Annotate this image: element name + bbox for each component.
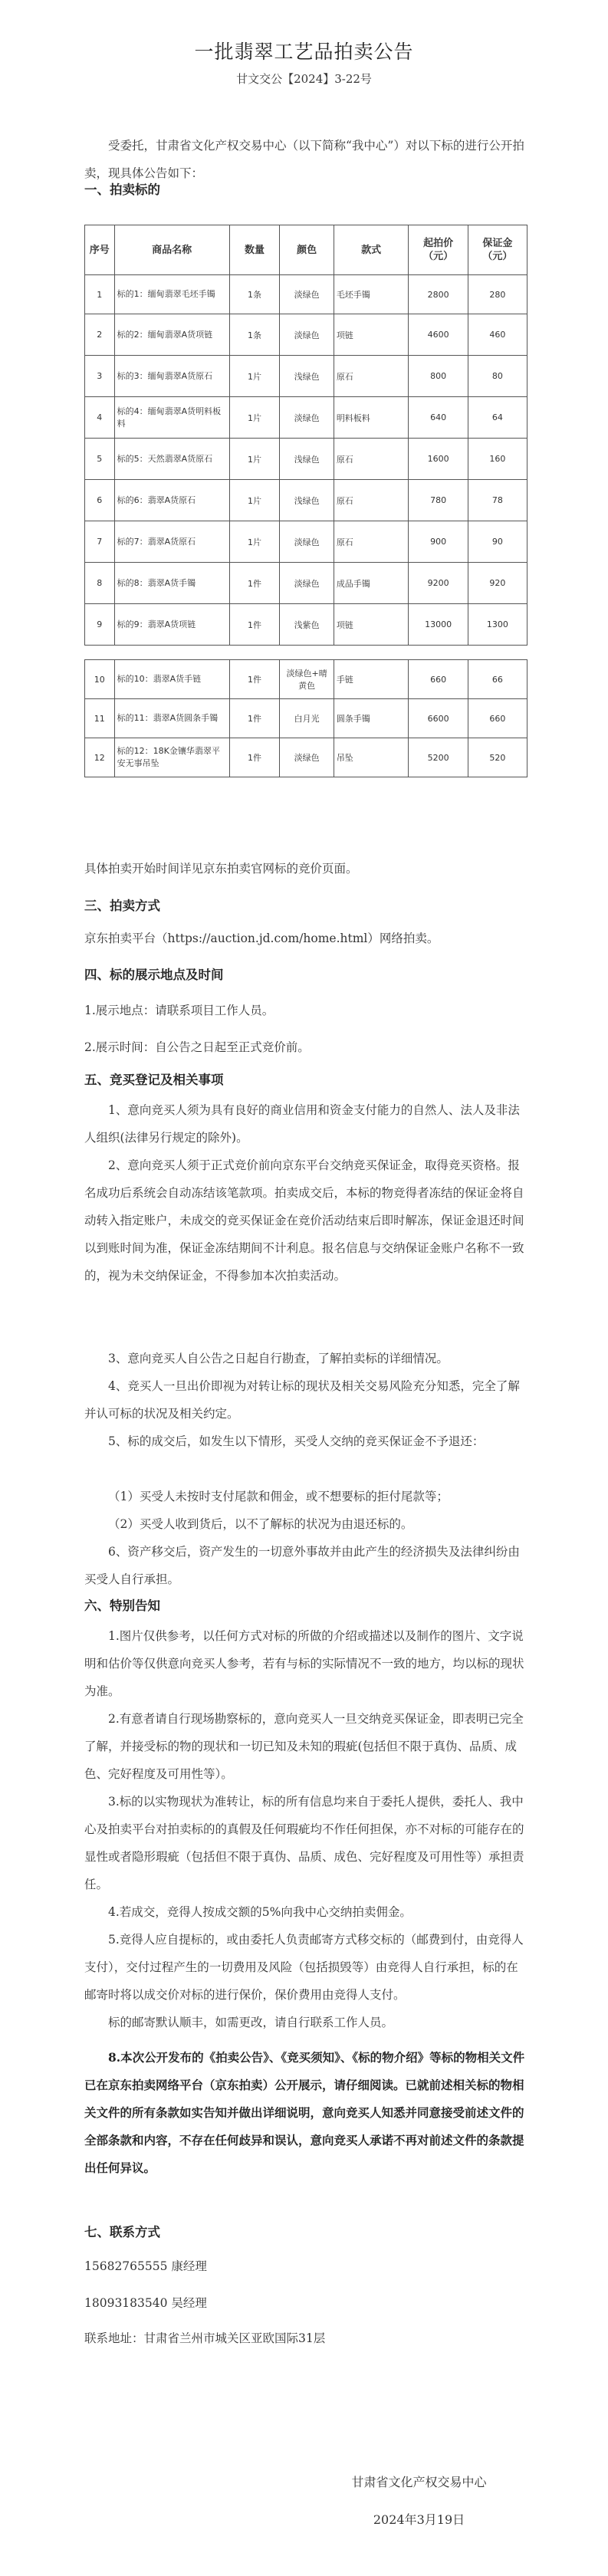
cell-no: 7	[85, 521, 115, 563]
cell-qty: 1片	[229, 439, 280, 480]
cell-start: 780	[409, 480, 468, 521]
cell-style: 原石	[334, 356, 409, 397]
cell-deposit: 160	[468, 439, 527, 480]
cell-qty: 1片	[229, 521, 280, 563]
display-location: 1.展示地点：请联系项目工作人员。	[84, 1004, 274, 1017]
intro-paragraph: 受委托，甘肃省文化产权交易中心（以下简称“我中心”）对以下标的进行公开拍卖，现具体公告如下：	[84, 139, 524, 180]
header-cell: 起拍价（元）	[409, 225, 468, 275]
cell-no: 1	[85, 275, 115, 314]
cell-deposit: 66	[468, 660, 527, 699]
cell-color: 浅绿色	[280, 356, 334, 397]
notice-shipping: 标的邮寄默认顺丰，如需更改，请自行联系工作人员。	[108, 2016, 394, 2029]
cell-no: 5	[85, 439, 115, 480]
cell-color: 浅紫色	[280, 604, 334, 646]
cell-deposit: 80	[468, 356, 527, 397]
cell-start: 6600	[409, 699, 468, 738]
cell-start: 2800	[409, 275, 468, 314]
cell-style: 项链	[334, 314, 409, 356]
document-number: 甘文交公【2024】3-22号	[236, 72, 372, 86]
table-row	[85, 356, 527, 397]
cell-qty: 1件	[229, 563, 280, 604]
cell-start: 640	[409, 397, 468, 439]
table-header-row	[85, 225, 527, 275]
header-cell: 颜色	[280, 225, 334, 275]
cell-name: 标的2：缅甸翡翠A货项链	[114, 314, 229, 356]
header-cell: 商品名称	[114, 225, 229, 275]
cell-color: 淡绿色	[280, 563, 334, 604]
cell-qty: 1件	[229, 738, 280, 777]
cell-color: 淡绿色	[280, 521, 334, 563]
header-cell: 序号	[85, 225, 115, 275]
cell-qty: 1片	[229, 397, 280, 439]
cell-qty: 1条	[229, 275, 280, 314]
cell-no: 6	[85, 480, 115, 521]
notice-item-8: 8.本次公开发布的《拍卖公告》、《竞买须知》、《标的物介绍》等标的物相关文件已在京东拍卖网络平台（京东拍卖）公开展示，请仔细阅读。已就前述相关标的物相关文件的所有条款如实告知并做出详细说明，意向竞买人知悉并同意接受前述文件的全部条款和内容，不存在任何歧异和误认，意向竞买人承诺不再对前述文件的条款提出任何异议。	[84, 2050, 525, 2175]
cell-qty: 1件	[229, 660, 280, 699]
cell-color: 淡绿色+晴黄色	[280, 660, 334, 699]
table-row	[85, 660, 527, 699]
cell-name: 标的8：翡翠A货手镯	[114, 563, 229, 604]
signature-date: 2024年3月19日	[373, 2512, 465, 2527]
cell-name: 标的4：缅甸翡翠A货明料板料	[114, 397, 229, 439]
cell-name: 标的12：18K金镶华翡翠平安无事吊坠	[114, 738, 229, 777]
cell-style: 手链	[334, 660, 409, 699]
cell-start: 4600	[409, 314, 468, 356]
page-title: 一批翡翠工艺品拍卖公告	[194, 41, 414, 63]
cell-deposit: 660	[468, 699, 527, 738]
cell-qty: 1条	[229, 314, 280, 356]
cell-no: 12	[85, 738, 115, 777]
registration-item-4: 4、竞买人一旦出价即视为对转让标的现状及相关交易风险充分知悉，完全了解并认可标的状况及相关约定。	[84, 1379, 520, 1421]
cell-no: 9	[85, 604, 115, 646]
section-heading-display: 四、标的展示地点及时间	[84, 968, 224, 982]
cell-deposit: 520	[468, 738, 527, 777]
table-row	[85, 439, 527, 480]
cell-style: 项链	[334, 604, 409, 646]
notice-item-2: 2.有意者请自行现场勘察标的，意向竞买人一旦交纳竞买保证金，即表明已完全了解，并接受标的物的现状和一切已知及未知的瑕疵(包括但不限于真伪、品质、成色、完好程度及可用性等）。	[84, 1712, 524, 1781]
cell-start: 13000	[409, 604, 468, 646]
auction-method-text: 京东拍卖平台（https://auction.jd.com/home.html）网络拍卖。	[84, 932, 439, 945]
cell-name: 标的11：翡翠A货圆条手镯	[114, 699, 229, 738]
cell-color: 淡绿色	[280, 738, 334, 777]
contact-phone-1: 15682765555 康经理	[84, 2259, 207, 2273]
cell-color: 淡绿色	[280, 275, 334, 314]
table-row	[85, 521, 527, 563]
contact-address: 联系地址：甘肃省兰州市城关区亚欧国际31层	[84, 2331, 326, 2345]
table-row	[85, 738, 527, 777]
cell-start: 900	[409, 521, 468, 563]
registration-item-5: 5、标的成交后，如发生以下情形，买受人交纳的竞买保证金不予退还：	[108, 1434, 485, 1448]
cell-color: 白月光	[280, 699, 334, 738]
signature-org: 甘肃省文化产权交易中心	[351, 2475, 487, 2489]
cell-start: 800	[409, 356, 468, 397]
registration-item-5-2: （2）买受人收到货后，以不了解标的状况为由退还标的。	[108, 1517, 413, 1531]
cell-style: 成品手镯	[334, 563, 409, 604]
header-cell: 款式	[334, 225, 409, 275]
cell-name: 标的10：翡翠A货手链	[114, 660, 229, 699]
cell-deposit: 1300	[468, 604, 527, 646]
cell-deposit: 64	[468, 397, 527, 439]
cell-no: 3	[85, 356, 115, 397]
cell-style: 原石	[334, 521, 409, 563]
header-cell: 数量	[229, 225, 280, 275]
table-row	[85, 397, 527, 439]
registration-item-6: 6、资产移交后，资产发生的一切意外事故并由此产生的经济损失及法律纠纷由买受人自行承担。	[84, 1545, 520, 1586]
notice-item-5: 5.竞得人应自提标的，或由委托人负责邮寄方式移交标的（邮费到付，由竞得人支付），交付过程产生的一切费用及风险（包括损毁等）由竞得人自行承担，标的在邮寄时将以成交价对标的进行保价，保价费用由竞得人支付。	[84, 1933, 524, 2002]
table-row	[85, 604, 527, 646]
cell-name: 标的5：天然翡翠A货原石	[114, 439, 229, 480]
contact-phone-2: 18093183540 吴经理	[84, 2296, 207, 2310]
cell-name: 标的9：翡翠A货项链	[114, 604, 229, 646]
cell-style: 圆条手镯	[334, 699, 409, 738]
cell-qty: 1片	[229, 480, 280, 521]
notice-item-3: 3.标的以实物现状为准转让，标的所有信息均来自于委托人提供，委托人、我中心及拍卖平台对拍卖标的的真假及任何瑕疵均不作任何担保，亦不对标的可能存在的显性或者隐形瑕疵（包括但不限于真伪、品质、成色、完好程度及可用性等）承担责任。	[84, 1795, 524, 1891]
cell-start: 660	[409, 660, 468, 699]
section-heading-contact: 七、联系方式	[84, 2225, 160, 2239]
notice-item-1: 1.图片仅供参考，以任何方式对标的所做的介绍或描述以及制作的图片、文字说明和估价等仅供意向竞买人参考，若有与标的实际情况不一致的地方，均以标的现状为准。	[84, 1629, 524, 1698]
lots-table	[84, 225, 527, 777]
display-time: 2.展示时间：自公告之日起至正式竞价前。	[84, 1040, 310, 1054]
cell-start: 5200	[409, 738, 468, 777]
table-row	[85, 563, 527, 604]
cell-style: 原石	[334, 480, 409, 521]
cell-deposit: 920	[468, 563, 527, 604]
cell-no: 2	[85, 314, 115, 356]
cell-start: 9200	[409, 563, 468, 604]
table-gap-row	[85, 646, 527, 660]
cell-deposit: 78	[468, 480, 527, 521]
cell-deposit: 460	[468, 314, 527, 356]
cell-style: 吊坠	[334, 738, 409, 777]
registration-item-5-1: （1）买受人未按时支付尾款和佣金，或不想要标的拒付尾款等；	[108, 1490, 449, 1503]
section-heading-method: 三、拍卖方式	[84, 899, 160, 913]
table-row	[85, 480, 527, 521]
cell-qty: 1件	[229, 604, 280, 646]
section-heading-notice: 六、特别告知	[84, 1598, 160, 1613]
header-cell: 保证金（元）	[468, 225, 527, 275]
cell-start: 1600	[409, 439, 468, 480]
cell-no: 8	[85, 563, 115, 604]
cell-qty: 1件	[229, 699, 280, 738]
cell-deposit: 90	[468, 521, 527, 563]
cell-name: 标的1：缅甸翡翠毛坯手镯	[114, 275, 229, 314]
cell-color: 淡绿色	[280, 397, 334, 439]
cell-name: 标的6：翡翠A货原石	[114, 480, 229, 521]
cell-no: 4	[85, 397, 115, 439]
cell-deposit: 280	[468, 275, 527, 314]
cell-color: 浅绿色	[280, 480, 334, 521]
cell-style: 原石	[334, 439, 409, 480]
table-row	[85, 314, 527, 356]
cell-style: 明料板料	[334, 397, 409, 439]
table-row	[85, 699, 527, 738]
section-heading-lots: 一、拍卖标的	[84, 182, 160, 197]
registration-item-3: 3、意向竞买人自公告之日起自行勘查，了解拍卖标的详细情况。	[108, 1352, 449, 1365]
notice-item-4: 4.若成交，竞得人按成交额的5%向我中心交纳拍卖佣金。	[108, 1905, 412, 1919]
cell-qty: 1片	[229, 356, 280, 397]
table-row	[85, 275, 527, 314]
cell-no: 11	[85, 699, 115, 738]
section-heading-registration: 五、竞买登记及相关事项	[84, 1073, 224, 1087]
registration-item-2: 2、意向竞买人须于正式竞价前向京东平台交纳竞买保证金，取得竞买资格。报名成功后系统会自动冻结该笔款项。拍卖成交后，本标的物竞得者冻结的保证金将自动转入指定账户，未成交的竞买保证金在竞价活动结束后即时解冻，保证金退还时间以到账时间为准，保证金冻结期间不计利息。报名信息与交纳保证金账户名称不一致的，视为未交纳保证金，不得参加本次拍卖活动。	[84, 1158, 524, 1283]
cell-color: 浅绿色	[280, 439, 334, 480]
cell-color: 淡绿色	[280, 314, 334, 356]
cell-no: 10	[85, 660, 115, 699]
cell-name: 标的3：缅甸翡翠A货原石	[114, 356, 229, 397]
cell-style: 毛坯手镯	[334, 275, 409, 314]
registration-item-1: 1、意向竞买人须为具有良好的商业信用和资金支付能力的自然人、法人及非法人组织(法律另行规定的除外)。	[84, 1103, 520, 1145]
after-table-note: 具体拍卖开始时间详见京东拍卖官网标的竞价页面。	[84, 862, 358, 876]
cell-name: 标的7：翡翠A货原石	[114, 521, 229, 563]
